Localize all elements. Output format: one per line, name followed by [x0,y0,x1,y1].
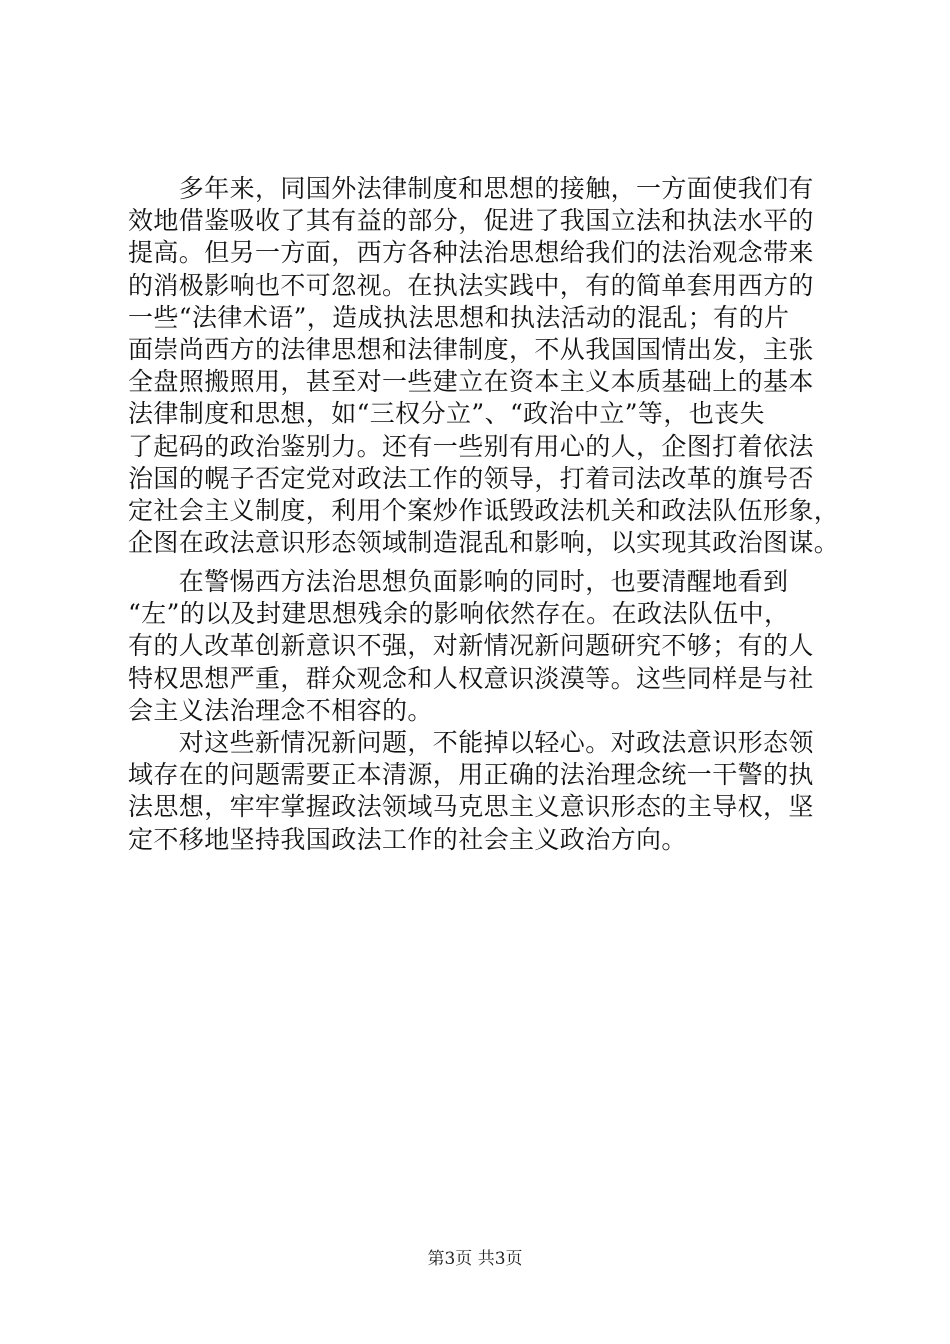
text-line: 治国的幌子否定党对政法工作的领导，打着司法改革的旗号否 [128,463,814,493]
text-line: 域存在的问题需要正本清源，用正确的法治理念统一干警的执 [128,760,814,790]
paragraph-3 [128,727,828,856]
text-line: 有的人改革创新意识不强，对新情况新问题研究不够；有的人 [128,631,814,661]
text-line: 法思想，牢牢掌握政法领域马克思主义意识形态的主导权，坚 [128,792,814,822]
text-line: 法律制度和思想，如“三权分立”、“政治中立”等，也丧失 [128,399,765,429]
text-line: 多年来，同国外法律制度和思想的接触，一方面使我们有 [128,174,814,203]
text-line: 效地借鉴吸收了其有益的部分，促进了我国立法和执法水平的 [128,206,814,236]
paragraph-1 [128,173,840,559]
page-footer: 第3页 共3页 [427,1249,523,1269]
text-line: 的消极影响也不可忽视。在执法实践中，有的简单套用西方的 [128,270,814,300]
text-line: 一些“法律术语”，造成执法思想和执法活动的混乱；有的片 [128,302,790,332]
text-line: 定社会主义制度，利用个案炒作诋毁政法机关和政法队伍形象， [128,496,840,526]
text-line: 特权思想严重，群众观念和人权意识淡漠等。这些同样是与社 [128,663,814,693]
text-line: 对这些新情况新问题，不能掉以轻心。对政法意识形态领 [128,728,814,757]
paragraph-2 [128,566,828,727]
text-line: 了起码的政治鉴别力。还有一些别有用心的人，企图打着依法 [128,431,814,461]
text-line: 全盘照搬照用，甚至对一些建立在资本主义本质基础上的基本 [128,367,814,397]
text-line: 在警惕西方法治思想负面影响的同时，也要清醒地看到 [128,567,789,596]
text-line: 会主义法治理念不相容的。 [128,695,433,725]
text-line: 企图在政法意识形态领域制造混乱和影响，以实现其政治图谋。 [128,528,840,558]
text-line: 定不移地坚持我国政法工作的社会主义政治方向。 [128,824,687,854]
text-line: 面崇尚西方的法律思想和法律制度，不从我国国情出发，主张 [128,335,814,365]
text-line: “左”的以及封建思想残余的影响依然存在。在政法队伍中， [128,599,790,629]
text-line: 提高。但另一方面，西方各种法治思想给我们的法治观念带来 [128,238,814,268]
